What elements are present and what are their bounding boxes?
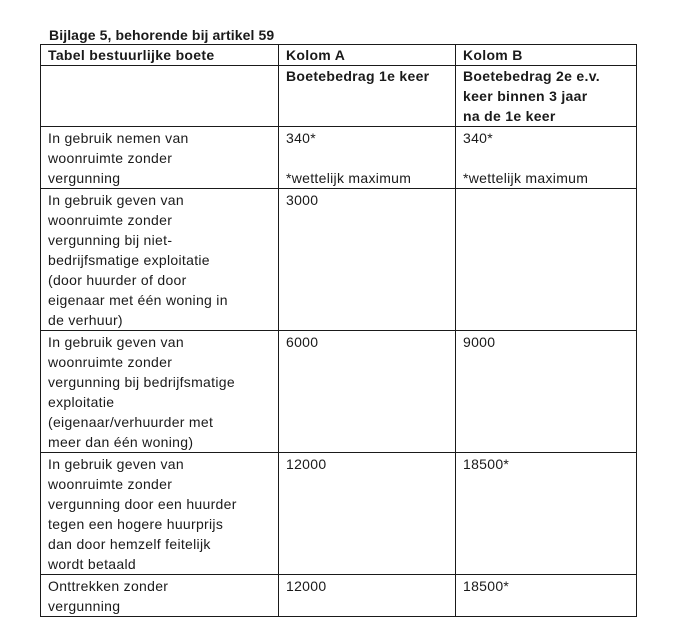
- description-line: wordt betaald: [48, 556, 136, 572]
- description-line: woonruimte zonder: [48, 476, 173, 492]
- amount-kolom-a: 3000: [286, 192, 319, 208]
- subheader-kolom-b: [456, 66, 637, 127]
- fine-table: [40, 44, 637, 617]
- subheader-description: [41, 66, 279, 127]
- row-kolom-b: [456, 127, 637, 189]
- row-kolom-b: [456, 189, 637, 331]
- amount-kolom-a: 340*: [286, 130, 317, 146]
- row-description: [41, 331, 279, 453]
- subheader-kolom-b-line: na de 1e keer: [463, 108, 556, 124]
- description-line: dan door hemzelf feitelijk: [48, 536, 211, 552]
- description-line: In gebruik geven van: [48, 456, 184, 472]
- description-line: In gebruik nemen van: [48, 130, 189, 146]
- description-line: vergunning door een huurder: [48, 496, 237, 512]
- row-description: [41, 189, 279, 331]
- amount-kolom-b: 9000: [463, 334, 496, 350]
- header-kolom-b: Kolom B: [456, 45, 637, 66]
- header-description: Tabel bestuurlijke boete: [41, 45, 279, 66]
- amount-kolom-a: 12000: [286, 578, 327, 594]
- amount-kolom-b: 18500*: [463, 456, 510, 472]
- description-line: In gebruik geven van: [48, 192, 184, 208]
- table-subheader-row: [41, 66, 637, 127]
- row-kolom-a: [279, 453, 456, 575]
- amount-kolom-a: 12000: [286, 456, 327, 472]
- description-line: exploitatie: [48, 394, 115, 410]
- row-kolom-a: [279, 331, 456, 453]
- description-line: bedrijfsmatige exploitatie: [48, 252, 210, 268]
- description-line: woonruimte zonder: [48, 150, 173, 166]
- subheader-kolom-b-line: Boetebedrag 2e e.v.: [463, 68, 600, 84]
- footnote-kolom-a: *wettelijk maximum: [286, 170, 412, 186]
- description-line: woonruimte zonder: [48, 212, 173, 228]
- row-kolom-b: [456, 331, 637, 453]
- row-kolom-b: [456, 575, 637, 617]
- description-line: vergunning: [48, 598, 121, 614]
- description-line: tegen een hogere huurprijs: [48, 516, 224, 532]
- amount-kolom-b: 340*: [463, 130, 494, 146]
- description-line: eigenaar met één woning in: [48, 292, 228, 308]
- row-kolom-a: [279, 189, 456, 331]
- row-kolom-a: [279, 127, 456, 189]
- subheader-kolom-b-line: keer binnen 3 jaar: [463, 88, 588, 104]
- description-line: Onttrekken zonder: [48, 578, 169, 594]
- footnote-kolom-b: *wettelijk maximum: [463, 170, 589, 186]
- description-line: vergunning bij bedrijfsmatige: [48, 374, 235, 390]
- description-line: In gebruik geven van: [48, 334, 184, 350]
- row-description: [41, 453, 279, 575]
- description-line: vergunning: [48, 170, 121, 186]
- description-line: meer dan één woning): [48, 434, 194, 450]
- description-line: de verhuur): [48, 312, 123, 328]
- row-description: [41, 127, 279, 189]
- table-row: [41, 331, 637, 453]
- description-line: (eigenaar/verhuurder met: [48, 414, 214, 430]
- description-line: vergunning bij niet-: [48, 232, 173, 248]
- description-line: woonruimte zonder: [48, 354, 173, 370]
- description-line: (door huurder of door: [48, 272, 187, 288]
- row-description: [41, 575, 279, 617]
- table-row: [41, 575, 637, 617]
- table-caption: Bijlage 5, behorende bij artikel 59: [49, 27, 275, 43]
- row-kolom-b: [456, 453, 637, 575]
- row-kolom-a: [279, 575, 456, 617]
- table-header-row: [41, 45, 637, 66]
- table-row: [41, 127, 637, 189]
- table-row: [41, 453, 637, 575]
- amount-kolom-a: 6000: [286, 334, 319, 350]
- table-row: [41, 189, 637, 331]
- subheader-kolom-a: Boetebedrag 1e keer: [279, 66, 456, 127]
- amount-kolom-b: 18500*: [463, 578, 510, 594]
- header-kolom-a: Kolom A: [279, 45, 456, 66]
